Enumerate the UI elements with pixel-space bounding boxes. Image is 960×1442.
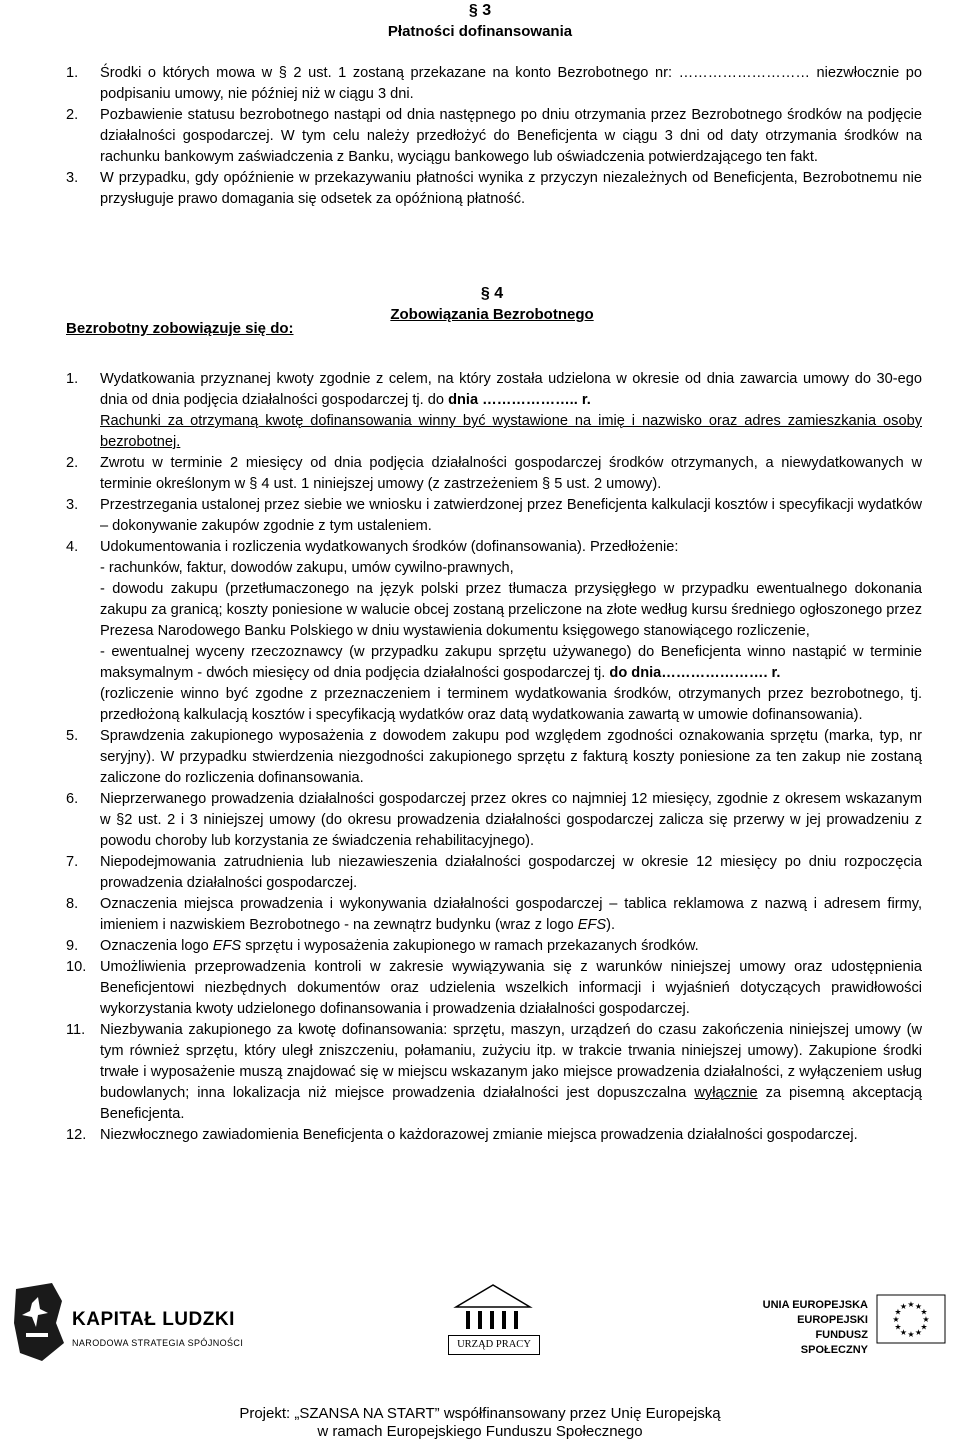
section-3-number: § 3 bbox=[468, 2, 492, 19]
list-item: 6. Nieprzerwanego prowadzenia działalności gospodarczej przez okres co najmniej 12 miesięcy, zgodnie z okresem wskazanym w §2 ust. 2 i 3 niniejszej umowy (do okresu prowadzenia działalności gospodarczej zalicza się przerwy w jej prowadzeniu z powodu choroby lub korzystania ze świadczenia rehabilitacyjnego). bbox=[66, 791, 922, 849]
eu-star-icon: ★ bbox=[899, 1327, 908, 1337]
urzad-pracy-label: URZĄD PRACY bbox=[448, 1335, 540, 1355]
list-item: 10. Umożliwienia przeprowadzenia kontroli w zakresie wywiązywania się z warunków niniejszej umowy oraz udostępnienia Beneficjentowi niezbędnych dokumentów oraz udzielenia wszelkich informacji i wyjaśnień dotyczących prawidłowości wykorzystania kwoty udzielonego dofinansowania i prowadzenia działalności gospodarczej. bbox=[66, 959, 922, 1017]
urzad-pracy-logo bbox=[448, 1283, 538, 1355]
section-3-title: Płatności dofinansowania bbox=[387, 23, 573, 40]
list-item: 9. Oznaczenia logo EFS sprzętu i wyposażenia zakupionego w ramach przekazanych środków. bbox=[66, 938, 699, 954]
kapital-ludzki-title: KAPITAŁ LUDZKI bbox=[72, 1309, 235, 1330]
eu-star-icon: ★ bbox=[892, 1315, 900, 1324]
footer-line-2: w ramach Europejskiego Funduszu Społecznego bbox=[317, 1423, 643, 1440]
list-item: 3. Przestrzegania ustalonej przez siebie we wniosku i zatwierdzonej przez Beneficjenta kalkulacji kosztów i specyfikacji wydatków – dokonywanie zakupów zgodnie z tym ustaleniem. bbox=[66, 497, 922, 534]
eu-star-icon: ★ bbox=[922, 1315, 930, 1324]
list-item: 12. Niezwłocznego zawiadomienia Beneficjenta o każdorazowej zmianie miejsca prowadzenia działalności gospodarczej. bbox=[66, 1127, 858, 1143]
list-item: 5. Sprawdzenia zakupionego wyposażenia z dowodem zakupu pod względem zgodności oznakowania sprzętu (marka, typ, nr seryjny). W przypadku stwierdzenia niezgodności zakupionego sprzętu z fakturą koszty poniesione za ten zakup nie zostaną zaliczone do rozliczenia dofinansowania. bbox=[66, 728, 922, 786]
footer-line-1: Projekt: „SZANSA NA START” współfinansowany przez Unię Europejską bbox=[239, 1405, 721, 1422]
eu-text: UNIA EUROPEJSKA EUROPEJSKI FUNDUSZ SPOŁECZNY bbox=[762, 1299, 868, 1356]
section-4-lead: Bezrobotny zobowiązuje się do: bbox=[66, 320, 294, 337]
list-item: 1. Wydatkowania przyznanej kwoty zgodnie z celem, na który została udzielona w okresie od dnia zawarcia umowy do 30-ego dnia od dnia podjęcia działalności gospodarczej tj. do dnia ……………….. r. Rachunki za otrzymaną kwotę dofinansowania winny być wystawione na imię i nazwisko oraz adres zamieszkania osoby bezrobotnej. bbox=[66, 371, 922, 450]
eu-star-icon: ★ bbox=[899, 1302, 908, 1312]
eu-star-icon: ★ bbox=[914, 1302, 923, 1312]
section-4-title: Zobowiązania Bezrobotnego bbox=[390, 306, 594, 323]
list-item: 8. Oznaczenia miejsca prowadzenia i wykonywania działalności gospodarczej – tablica reklamowa z nazwą i adresem firmy, imieniem i nazwiskiem Bezrobotnego - na zewnątrz budynku (wraz z logo EFS). bbox=[66, 896, 922, 933]
section-4-list bbox=[66, 369, 922, 1146]
eu-star-icon: ★ bbox=[920, 1322, 928, 1332]
section-4-number: § 4 bbox=[480, 285, 504, 302]
eu-star-icon: ★ bbox=[894, 1322, 902, 1332]
eu-logo bbox=[748, 1294, 948, 1354]
list-item: 7. Niepodejmowania zatrudnienia lub niezawieszenia działalności gospodarczej w okresie 12 miesięcy po dniu rozpoczęcia prowadzenia działalności gospodarczej. bbox=[66, 854, 922, 891]
eu-star-icon: ★ bbox=[907, 1330, 915, 1339]
eu-star-icon: ★ bbox=[907, 1300, 915, 1309]
eu-star-icon: ★ bbox=[920, 1307, 928, 1317]
eu-flag-icon bbox=[876, 1294, 946, 1344]
list-item: 4. Udokumentowania i rozliczenia wydatkowanych środków (dofinansowania). Przedłożenie: - rachunków, faktur, dowodów zakupu, umów cywilno-prawnych, - dowodu zakupu (przetłumaczonego na język polski przez tłumacza przysięgłego w przypadku ewentualnego dokonania zakupu za granicą; koszty poniesione w walucie obcej zostaną przeliczone na złote według kursu średniego ogłoszonego przez Prezesa Narodowego Banku Polskiego w dniu wystawienia dokumentu księgowego stanowiącego rozliczenie, - ewentualnej wyceny rzeczoznawcy (w przypadku zakupu sprzętu używanego) do Beneficjenta winno nastąpić w terminie maksymalnym - dwóch miesięcy od dnia podjęcia działalności gospodarczej tj. do dnia…………………. r. (rozliczenie winno być zgodne z przeznaczeniem i terminem wydatkowania środków, otrzymanych przez bezrobotnego, tj. przedłożoną kalkulacją kosztów i specyfikacją wydatków oraz datą wydatkowania zawartą w umowie dofinansowania). bbox=[66, 539, 922, 723]
eu-star-icon: ★ bbox=[914, 1327, 923, 1337]
urzad-pracy-building-icon bbox=[448, 1283, 538, 1333]
list-item: 2. Pozbawienie statusu bezrobotnego nastąpi od dnia następnego po dniu otrzymania przez Bezrobotnego środków na podjęcie działalności gospodarczej. W tym celu należy przedłożyć do Beneficjenta w ciągu 3 dni od daty otrzymania środków na rachunku bankowym zaświadczenia z Banku, wyciągu bankowego lub oświadczenia potwierdzającego ten fakt. bbox=[66, 107, 922, 165]
section-3-list bbox=[66, 63, 922, 210]
list-item: 3. W przypadku, gdy opóźnienie w przekazywaniu płatności wynika z przyczyn niezależnych od Beneficjenta, Bezrobotnemu nie przysługuje prawo domagania się odsetek za opóźnioną płatność. bbox=[66, 170, 922, 207]
kapital-ludzki-logo bbox=[12, 1283, 252, 1363]
list-item: 11. Niezbywania zakupionego za kwotę dofinansowania: sprzętu, maszyn, urządzeń do czasu zakończenia niniejszej umowy (w tym również sprzętu, który uległ zniszczeniu, połamaniu, zużyciu itp. w trakcie trwania niniejszej umowy). Zakupione środki trwałe i wyposażenie muszą znajdować się w miejscu wskazanym jako miejsce prowadzenia działalności, z wyłączeniem usług budowlanych; inna lokalizacja niż miejsce prowadzenia działalności jest dopuszczalna wyłącznie za pisemną akceptacją Beneficjenta. bbox=[66, 1022, 922, 1122]
list-item: 1. Środki o których mowa w § 2 ust. 1 zostaną przekazane na konto Bezrobotnego nr: ……………………… niezwłocznie po podpisaniu umowy, nie później niż w ciągu 3 dni. bbox=[66, 65, 922, 102]
eu-star-icon: ★ bbox=[894, 1307, 902, 1317]
kapital-ludzki-emblem-icon bbox=[12, 1283, 66, 1363]
list-item: 2. Zwrotu w terminie 2 miesięcy od dnia podjęcia działalności gospodarczej środków otrzymanych, a niewydatkowanych w terminie określonym w § 4 ust. 1 niniejszej umowy (z zastrzeżeniem § 5 ust. 2 umowy). bbox=[66, 455, 922, 492]
kapital-ludzki-subtitle: NARODOWA STRATEGIA SPÓJNOŚCI bbox=[72, 1338, 244, 1348]
